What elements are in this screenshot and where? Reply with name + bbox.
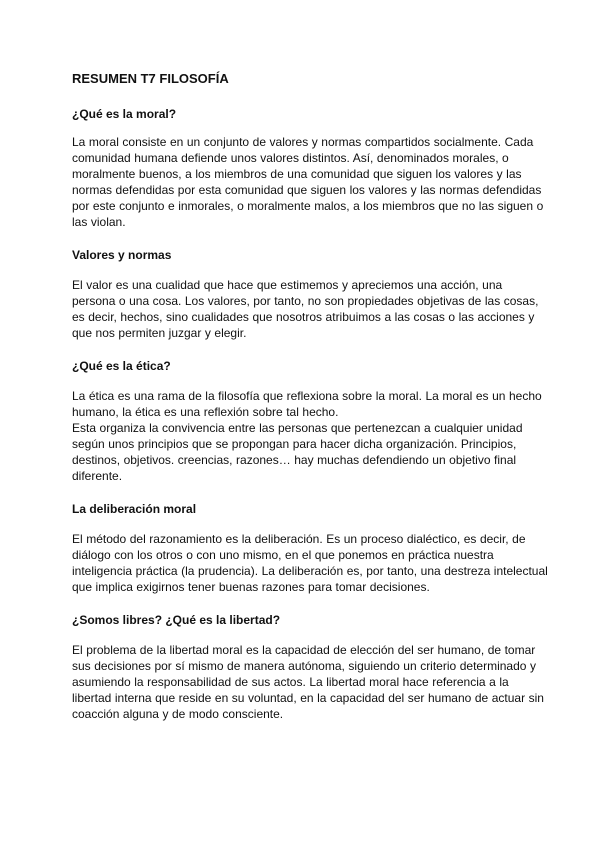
section-body — [72, 277, 548, 341]
section-heading: ¿Qué es la ética? — [72, 359, 171, 373]
section-que-es-la-moral — [72, 106, 548, 230]
section-heading: ¿Somos libres? ¿Qué es la libertad? — [72, 613, 281, 627]
paragraph: La ética es una rama de la filosofía que reflexiona sobre la moral. La moral es un hecho humano, la ética es una reflexión sobre tal hecho. — [72, 389, 542, 419]
section-body — [72, 388, 548, 484]
section-que-es-la-etica — [72, 358, 548, 484]
section-body — [72, 134, 548, 230]
section-heading: La deliberación moral — [72, 502, 197, 516]
section-body — [72, 642, 548, 722]
section-heading: Valores y normas — [72, 248, 172, 262]
paragraph: Esta organiza la convivencia entre las personas que pertenezcan a cualquier unidad según unos principios que se propongan para hacer dicha organización. Principios, destinos, objetivos. creencias, razones… hay muchas defendiendo un objetivo final diferente. — [72, 421, 523, 483]
section-heading: ¿Qué es la moral? — [72, 107, 177, 121]
section-somos-libres — [72, 612, 548, 722]
document-title: RESUMEN T7 FILOSOFÍA — [72, 71, 229, 86]
paragraph: El método del razonamiento es la deliberación. Es un proceso dialéctico, es decir, de diálogo con los otros o con uno mismo, en el que ponemos en práctica nuestra inteligencia práctica (la prudencia). La deliberación es, por tanto, una destreza intelectual que implica exigirnos tener buenas razones para tomar decisiones. — [72, 532, 548, 594]
paragraph: El problema de la libertad moral es la capacidad de elección del ser humano, de tomar sus decisiones por sí mismo de manera autónoma, siguiendo un criterio determinado y asumiendo la responsabilidad de sus actos. La libertad moral hace referencia a la libertad interna que reside en su voluntad, en la capacidad del ser humano de actuar sin coacción alguna y de modo consciente. — [72, 643, 544, 721]
paragraph: El valor es una cualidad que hace que estimemos y apreciemos una acción, una persona o una cosa. Los valores, por tanto, no son propiedades objetivas de las cosas, es decir, hechos, sino cualidades que nosotros atribuimos a las cosas o las acciones y que nos permiten juzgar y elegir. — [72, 278, 539, 340]
section-valores-y-normas — [72, 247, 548, 341]
paragraph: La moral consiste en un conjunto de valores y normas compartidos socialmente. Cada comunidad humana defiende unos valores distintos. Así, denominados morales, o moralmente buenos, a los miembros de una comunidad que siguen los valores y las normas defendidas por esta comunidad que siguen los valores y las normas defendidas por este conjunto e inmorales, o moralmente malos, a los miembros que no las siguen o las violan. — [72, 135, 544, 229]
section-body — [72, 531, 548, 595]
section-la-deliberacion-moral — [72, 501, 548, 595]
